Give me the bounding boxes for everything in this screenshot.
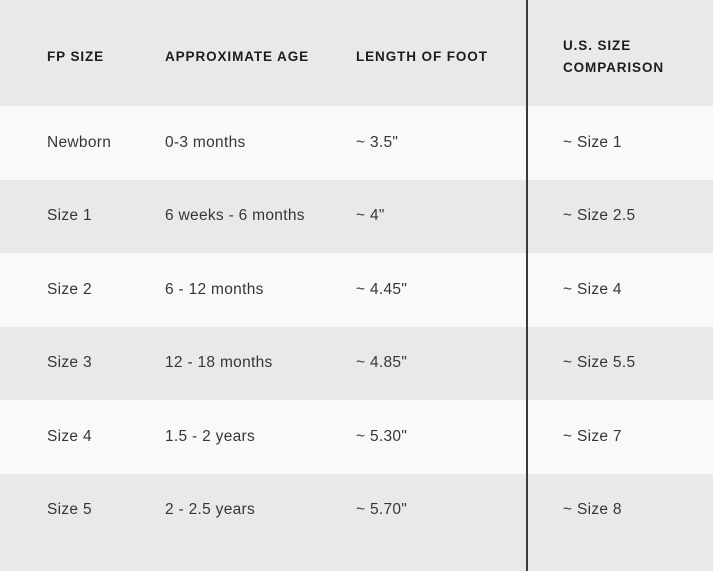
- cell-age: 2 - 2.5 years: [165, 501, 256, 519]
- table-row: [0, 474, 713, 548]
- header-approximate-age: APPROXIMATE AGE: [165, 49, 310, 65]
- header-fp-size: FP SIZE: [47, 49, 105, 65]
- cell-age: 6 - 12 months: [165, 280, 264, 298]
- table-row: [0, 180, 713, 254]
- cell-us-size: ~ Size 5.5: [563, 354, 636, 372]
- cell-fp-size: Size 1: [47, 207, 92, 225]
- cell-foot-length: ~ 4.45": [356, 280, 408, 298]
- cell-us-size: ~ Size 4: [563, 280, 622, 298]
- table-row: [0, 327, 713, 401]
- cell-foot-length: ~ 5.70": [356, 501, 408, 519]
- table-header-row: [0, 0, 713, 106]
- cell-age: 1.5 - 2 years: [165, 427, 256, 445]
- cell-fp-size: Size 3: [47, 354, 92, 372]
- cell-fp-size: Size 4: [47, 427, 92, 445]
- cell-foot-length: ~ 4.85": [356, 354, 408, 372]
- table-row: [0, 106, 713, 180]
- header-us-size-comparison: U.S. SIZE COMPARISON: [563, 38, 665, 75]
- table-row: [0, 253, 713, 327]
- cell-us-size: ~ Size 8: [563, 501, 622, 519]
- cell-age: 6 weeks - 6 months: [165, 207, 305, 225]
- cell-fp-size: Size 5: [47, 501, 92, 519]
- cell-us-size: ~ Size 7: [563, 427, 622, 445]
- cell-fp-size: Size 2: [47, 280, 92, 298]
- header-length-of-foot: LENGTH OF FOOT: [356, 49, 488, 65]
- cell-age: 12 - 18 months: [165, 354, 273, 372]
- cell-fp-size: Newborn: [47, 133, 112, 151]
- column-divider-line: [526, 0, 528, 571]
- cell-us-size: ~ Size 2.5: [563, 207, 636, 225]
- table-row: [0, 400, 713, 474]
- cell-age: 0-3 months: [165, 133, 246, 151]
- cell-foot-length: ~ 4": [356, 207, 385, 225]
- cell-foot-length: ~ 3.5": [356, 133, 399, 151]
- cell-us-size: ~ Size 1: [563, 133, 622, 151]
- cell-foot-length: ~ 5.30": [356, 427, 408, 445]
